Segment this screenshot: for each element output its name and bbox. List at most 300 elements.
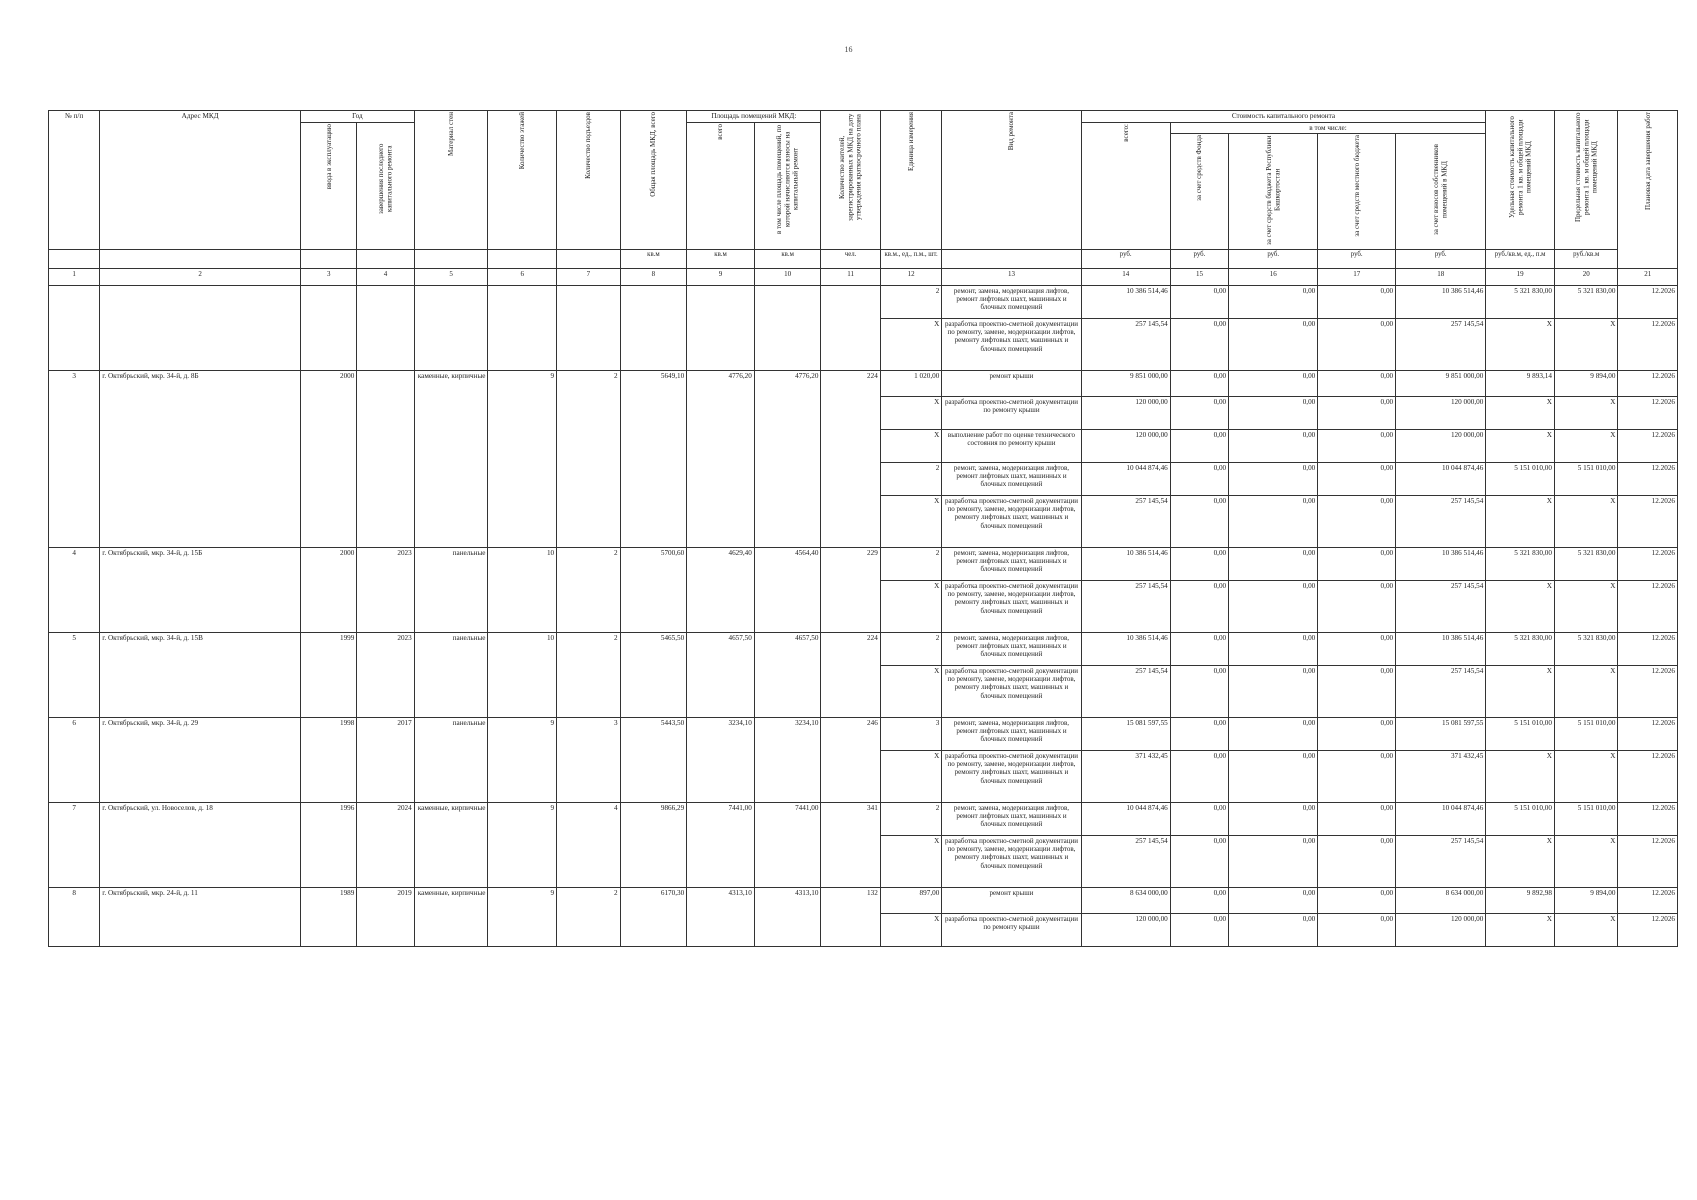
deadline: 12.2026 (1618, 429, 1678, 462)
unit-cost: X (1486, 580, 1555, 632)
work-type: разработка проектно-сметной документации по ремонту, замене, модернизации лифтов, ремонту лифтовых шахт, машинных и блочных помещений (942, 665, 1081, 717)
unit-cost: 9 893,14 (1486, 370, 1555, 396)
cost-total: 257 145,54 (1081, 318, 1170, 370)
header-local: за счет средств местного бюджета (1318, 134, 1396, 249)
cost-local: 0,00 (1318, 285, 1396, 318)
unit-cell (49, 249, 100, 268)
unit-qty: X (880, 580, 941, 632)
unit-qty: X (880, 318, 941, 370)
page-number: 16 (844, 45, 853, 54)
cost-local: 0,00 (1318, 580, 1396, 632)
unit-qty: X (880, 913, 941, 946)
header-cost-total: всего: (1081, 123, 1170, 250)
deadline: 12.2026 (1618, 580, 1678, 632)
cost-total: 9 851 000,00 (1081, 370, 1170, 396)
cost-republic: 0,00 (1229, 665, 1318, 717)
max-cost: X (1554, 318, 1618, 370)
building-no: 6 (49, 717, 100, 802)
header-year-commission: ввода в эксплуатацию (301, 123, 357, 250)
table-row (49, 717, 1678, 750)
unit-cost: X (1486, 429, 1555, 462)
cost-owners: 257 145,54 (1396, 318, 1486, 370)
column-number: 12 (880, 268, 941, 285)
cost-republic: 0,00 (1229, 835, 1318, 887)
cost-total: 371 432,45 (1081, 750, 1170, 802)
wall-material: каменные, кирпичные (414, 887, 488, 946)
unit-qty: 2 (880, 285, 941, 318)
cost-total: 120 000,00 (1081, 396, 1170, 429)
cost-total: 257 145,54 (1081, 495, 1170, 547)
unit-cell: кв.м., ед., п.м., шт. (880, 249, 941, 268)
cost-owners: 10 386 514,46 (1396, 632, 1486, 665)
table-row (49, 887, 1678, 913)
column-number: 13 (942, 268, 1081, 285)
cost-total: 120 000,00 (1081, 429, 1170, 462)
unit-cost: 5 321 830,00 (1486, 632, 1555, 665)
header-including: в том числе: (1170, 123, 1486, 134)
work-type: ремонт, замена, модернизация лифтов, ремонт лифтовых шахт, машинных и блочных помещений (942, 802, 1081, 835)
column-number: 2 (100, 268, 301, 285)
header-max-cost: Предельная стоимость капитального ремонта 1 кв. м общей площади помещений МКД (1554, 111, 1618, 250)
cost-republic: 0,00 (1229, 547, 1318, 580)
cost-total: 10 044 874,46 (1081, 462, 1170, 495)
cost-owners: 257 145,54 (1396, 835, 1486, 887)
max-cost: X (1554, 580, 1618, 632)
cost-total: 257 145,54 (1081, 580, 1170, 632)
unit-cell (942, 249, 1081, 268)
cost-owners: 9 851 000,00 (1396, 370, 1486, 396)
year-commission: 1998 (301, 717, 357, 802)
header-premises-total: всего (687, 123, 755, 250)
cost-fund: 0,00 (1170, 802, 1228, 835)
max-cost: 5 321 830,00 (1554, 547, 1618, 580)
residents (821, 285, 880, 370)
header-premises-group: Площадь помещений МКД: (687, 111, 821, 123)
cost-total: 257 145,54 (1081, 665, 1170, 717)
header-total-area: Общая площадь МКД, всего (620, 111, 687, 250)
cost-fund: 0,00 (1170, 396, 1228, 429)
year-last-repair (357, 285, 414, 370)
column-number: 3 (301, 268, 357, 285)
cost-republic: 0,00 (1229, 429, 1318, 462)
unit-cost: 9 892,98 (1486, 887, 1555, 913)
residents: 132 (821, 887, 880, 946)
residents: 229 (821, 547, 880, 632)
cost-total: 10 044 874,46 (1081, 802, 1170, 835)
max-cost: 5 151 010,00 (1554, 717, 1618, 750)
work-type: разработка проектно-сметной документации по ремонту, замене, модернизации лифтов, ремонту лифтовых шахт, машинных и блочных помещений (942, 318, 1081, 370)
cost-republic: 0,00 (1229, 285, 1318, 318)
work-type: разработка проектно-сметной документации по ремонту крыши (942, 396, 1081, 429)
unit-cost: 5 321 830,00 (1486, 285, 1555, 318)
unit-cost: 5 321 830,00 (1486, 547, 1555, 580)
unit-cost: X (1486, 318, 1555, 370)
header-premises-owned: в том числе площадь помещений, по которой начисляются взносы на капитальный ремонт (754, 123, 821, 250)
deadline: 12.2026 (1618, 495, 1678, 547)
cost-local: 0,00 (1318, 462, 1396, 495)
residents: 224 (821, 370, 880, 547)
cost-fund: 0,00 (1170, 632, 1228, 665)
header-floors: Количество этажей (488, 111, 557, 250)
deadline: 12.2026 (1618, 396, 1678, 429)
premises-owned (754, 285, 821, 370)
max-cost: 5 321 830,00 (1554, 632, 1618, 665)
wall-material (414, 285, 488, 370)
cost-total: 8 634 000,00 (1081, 887, 1170, 913)
cost-fund: 0,00 (1170, 835, 1228, 887)
header-fund: за счет средств Фонда (1170, 134, 1228, 249)
unit-qty: 2 (880, 632, 941, 665)
cost-fund: 0,00 (1170, 717, 1228, 750)
deadline: 12.2026 (1618, 318, 1678, 370)
header-republic: за счет средств бюджета Республики Башкортостан (1229, 134, 1318, 249)
unit-qty: 3 (880, 717, 941, 750)
cost-local: 0,00 (1318, 913, 1396, 946)
deadline: 12.2026 (1618, 913, 1678, 946)
cost-owners: 120 000,00 (1396, 396, 1486, 429)
floors: 10 (488, 632, 557, 717)
building-no: 8 (49, 887, 100, 946)
cost-total: 257 145,54 (1081, 835, 1170, 887)
unit-cell (488, 249, 557, 268)
unit-cost: X (1486, 495, 1555, 547)
cost-local: 0,00 (1318, 632, 1396, 665)
unit-cell (414, 249, 488, 268)
unit-cell (301, 249, 357, 268)
cost-fund: 0,00 (1170, 547, 1228, 580)
work-type: разработка проектно-сметной документации по ремонту крыши (942, 913, 1081, 946)
year-last-repair: 2017 (357, 717, 414, 802)
header-owners: за счет взносов собственников помещений в МКД (1396, 134, 1486, 249)
building-address: г. Октябрьский, мкр. 34-й, д. 15В (100, 632, 301, 717)
cost-republic: 0,00 (1229, 396, 1318, 429)
max-cost: 5 151 010,00 (1554, 802, 1618, 835)
cost-republic: 0,00 (1229, 318, 1318, 370)
unit-cost: 5 151 010,00 (1486, 802, 1555, 835)
cost-local: 0,00 (1318, 547, 1396, 580)
unit-cost: X (1486, 913, 1555, 946)
cost-fund: 0,00 (1170, 318, 1228, 370)
column-number: 16 (1229, 268, 1318, 285)
cost-local: 0,00 (1318, 835, 1396, 887)
deadline: 12.2026 (1618, 462, 1678, 495)
deadline: 12.2026 (1618, 802, 1678, 835)
header-unit: Единица измерения (880, 111, 941, 250)
unit-cell (100, 249, 301, 268)
cost-fund: 0,00 (1170, 285, 1228, 318)
entrances: 4 (557, 802, 621, 887)
work-type: ремонт, замена, модернизация лифтов, ремонт лифтовых шахт, машинных и блочных помещений (942, 285, 1081, 318)
work-type: ремонт крыши (942, 370, 1081, 396)
column-number: 15 (1170, 268, 1228, 285)
year-commission (301, 285, 357, 370)
deadline: 12.2026 (1618, 632, 1678, 665)
year-last-repair: 2023 (357, 547, 414, 632)
unit-cell: руб. (1170, 249, 1228, 268)
cost-owners: 257 145,54 (1396, 665, 1486, 717)
cost-owners: 10 386 514,46 (1396, 547, 1486, 580)
deadline: 12.2026 (1618, 887, 1678, 913)
deadline: 12.2026 (1618, 665, 1678, 717)
cost-owners: 120 000,00 (1396, 913, 1486, 946)
residents: 341 (821, 802, 880, 887)
cost-owners: 257 145,54 (1396, 495, 1486, 547)
work-type: разработка проектно-сметной документации по ремонту, замене, модернизации лифтов, ремонту лифтовых шахт, машинных и блочных помещений (942, 495, 1081, 547)
year-last-repair: 2024 (357, 802, 414, 887)
total-area: 6170,30 (620, 887, 687, 946)
cost-fund: 0,00 (1170, 370, 1228, 396)
max-cost: X (1554, 835, 1618, 887)
premises-owned: 4564,40 (754, 547, 821, 632)
cost-owners: 15 081 597,55 (1396, 717, 1486, 750)
premises-total (687, 285, 755, 370)
unit-qty: X (880, 835, 941, 887)
unit-cell: руб./кв.м (1554, 249, 1618, 268)
cost-republic: 0,00 (1229, 580, 1318, 632)
table-row (49, 547, 1678, 580)
building-no (49, 285, 100, 370)
unit-qty: 2 (880, 547, 941, 580)
work-type: ремонт, замена, модернизация лифтов, ремонт лифтовых шахт, машинных и блочных помещений (942, 547, 1081, 580)
unit-cell: кв.м (687, 249, 755, 268)
unit-cost: X (1486, 835, 1555, 887)
column-number: 5 (414, 268, 488, 285)
max-cost: 9 894,00 (1554, 887, 1618, 913)
building-address: г. Октябрьский, мкр. 34-й, д. 29 (100, 717, 301, 802)
year-last-repair (357, 370, 414, 547)
header-wall-material: Материал стен (414, 111, 488, 250)
max-cost: X (1554, 913, 1618, 946)
total-area: 5443,50 (620, 717, 687, 802)
table-row (49, 370, 1678, 396)
cost-republic: 0,00 (1229, 632, 1318, 665)
column-number: 8 (620, 268, 687, 285)
year-commission: 1989 (301, 887, 357, 946)
table-row (49, 285, 1678, 318)
total-area: 5465,50 (620, 632, 687, 717)
header-residents: Количество жителей, зарегистрированных в МКД на дату утверждения краткосрочного плана (821, 111, 880, 250)
work-type: разработка проектно-сметной документации по ремонту, замене, модернизации лифтов, ремонту лифтовых шахт, машинных и блочных помещений (942, 835, 1081, 887)
column-number: 6 (488, 268, 557, 285)
capital-repair-plan-table (48, 110, 1678, 947)
max-cost: 9 894,00 (1554, 370, 1618, 396)
cost-fund: 0,00 (1170, 665, 1228, 717)
work-type: ремонт крыши (942, 887, 1081, 913)
unit-qty: X (880, 750, 941, 802)
unit-qty: X (880, 665, 941, 717)
work-type: выполнение работ по оценке технического состояния по ремонту крыши (942, 429, 1081, 462)
cost-total: 10 386 514,46 (1081, 285, 1170, 318)
year-commission: 1999 (301, 632, 357, 717)
max-cost: 5 321 830,00 (1554, 285, 1618, 318)
total-area: 5649,10 (620, 370, 687, 547)
unit-cost: 5 151 010,00 (1486, 462, 1555, 495)
floors: 9 (488, 887, 557, 946)
cost-fund: 0,00 (1170, 887, 1228, 913)
unit-cell: чел. (821, 249, 880, 268)
building-address: г. Октябрьский, мкр. 34-й, д. 8Б (100, 370, 301, 547)
premises-total: 4313,10 (687, 887, 755, 946)
cost-owners: 10 386 514,46 (1396, 285, 1486, 318)
wall-material: панельные (414, 717, 488, 802)
total-area: 9866,29 (620, 802, 687, 887)
header-no: № п/п (49, 111, 100, 250)
cost-local: 0,00 (1318, 750, 1396, 802)
table-row (49, 802, 1678, 835)
cost-local: 0,00 (1318, 717, 1396, 750)
unit-cost: X (1486, 665, 1555, 717)
column-number: 7 (557, 268, 621, 285)
column-number: 1 (49, 268, 100, 285)
unit-qty: 897,00 (880, 887, 941, 913)
cost-republic: 0,00 (1229, 802, 1318, 835)
cost-republic: 0,00 (1229, 462, 1318, 495)
header-cost-group: Стоимость капитального ремонта (1081, 111, 1486, 123)
building-no: 5 (49, 632, 100, 717)
cost-fund: 0,00 (1170, 495, 1228, 547)
floors (488, 285, 557, 370)
work-type: разработка проектно-сметной документации по ремонту, замене, модернизации лифтов, ремонту лифтовых шахт, машинных и блочных помещений (942, 750, 1081, 802)
max-cost: X (1554, 429, 1618, 462)
cost-fund: 0,00 (1170, 462, 1228, 495)
column-number: 21 (1618, 268, 1678, 285)
cost-republic: 0,00 (1229, 750, 1318, 802)
cost-total: 15 081 597,55 (1081, 717, 1170, 750)
cost-local: 0,00 (1318, 887, 1396, 913)
deadline: 12.2026 (1618, 717, 1678, 750)
max-cost: 5 151 010,00 (1554, 462, 1618, 495)
deadline: 12.2026 (1618, 370, 1678, 396)
cost-local: 0,00 (1318, 429, 1396, 462)
deadline: 12.2026 (1618, 835, 1678, 887)
building-no: 4 (49, 547, 100, 632)
work-type: ремонт, замена, модернизация лифтов, ремонт лифтовых шахт, машинных и блочных помещений (942, 632, 1081, 665)
max-cost: X (1554, 665, 1618, 717)
cost-total: 120 000,00 (1081, 913, 1170, 946)
column-numbers-row (49, 268, 1678, 285)
cost-republic: 0,00 (1229, 370, 1318, 396)
column-number: 19 (1486, 268, 1555, 285)
column-number: 4 (357, 268, 414, 285)
unit-cost: 5 151 010,00 (1486, 717, 1555, 750)
column-number: 20 (1554, 268, 1618, 285)
work-type: ремонт, замена, модернизация лифтов, ремонт лифтовых шахт, машинных и блочных помещений (942, 717, 1081, 750)
header-year-last-repair: завершения последнего капитального ремонта (357, 123, 414, 250)
cost-owners: 8 634 000,00 (1396, 887, 1486, 913)
unit-qty: X (880, 429, 941, 462)
unit-qty: X (880, 396, 941, 429)
unit-cell: руб. (1396, 249, 1486, 268)
deadline: 12.2026 (1618, 750, 1678, 802)
unit-cell (557, 249, 621, 268)
unit-qty: 2 (880, 802, 941, 835)
header-deadline: Плановая дата завершения работ (1618, 111, 1678, 269)
cost-total: 10 386 514,46 (1081, 547, 1170, 580)
header-entrances: Количество подъездов (557, 111, 621, 250)
premises-total: 3234,10 (687, 717, 755, 802)
header-year-group: Год (301, 111, 415, 123)
cost-republic: 0,00 (1229, 887, 1318, 913)
building-no: 7 (49, 802, 100, 887)
cost-fund: 0,00 (1170, 913, 1228, 946)
column-number: 10 (754, 268, 821, 285)
building-address: г. Октябрьский, мкр. 24-й, д. 11 (100, 887, 301, 946)
header-address: Адрес МКД (100, 111, 301, 250)
unit-cell: кв.м (620, 249, 687, 268)
entrances: 3 (557, 717, 621, 802)
premises-owned: 3234,10 (754, 717, 821, 802)
column-number: 11 (821, 268, 880, 285)
floors: 9 (488, 802, 557, 887)
entrances: 2 (557, 632, 621, 717)
premises-owned: 7441,00 (754, 802, 821, 887)
wall-material: панельные (414, 547, 488, 632)
year-commission: 2000 (301, 547, 357, 632)
entrances: 2 (557, 887, 621, 946)
unit-cell: руб. (1229, 249, 1318, 268)
unit-cost: X (1486, 750, 1555, 802)
unit-cell: руб. (1081, 249, 1170, 268)
column-number: 9 (687, 268, 755, 285)
total-area: 5700,60 (620, 547, 687, 632)
premises-total: 4657,50 (687, 632, 755, 717)
entrances: 2 (557, 547, 621, 632)
unit-qty: 2 (880, 462, 941, 495)
cost-local: 0,00 (1318, 396, 1396, 429)
table-row (49, 632, 1678, 665)
unit-qty: 1 020,00 (880, 370, 941, 396)
unit-cell: кв.м (754, 249, 821, 268)
column-number: 14 (1081, 268, 1170, 285)
wall-material: панельные (414, 632, 488, 717)
cost-local: 0,00 (1318, 665, 1396, 717)
year-commission: 1996 (301, 802, 357, 887)
max-cost: X (1554, 396, 1618, 429)
unit-cell (357, 249, 414, 268)
deadline: 12.2026 (1618, 547, 1678, 580)
cost-republic: 0,00 (1229, 717, 1318, 750)
floors: 9 (488, 370, 557, 547)
unit-cell: руб./кв.м, ед., п.м (1486, 249, 1555, 268)
building-address: г. Октябрьский, мкр. 34-й, д. 15Б (100, 547, 301, 632)
cost-total: 10 386 514,46 (1081, 632, 1170, 665)
year-last-repair: 2023 (357, 632, 414, 717)
units-row (49, 249, 1678, 268)
year-commission: 2000 (301, 370, 357, 547)
max-cost: X (1554, 495, 1618, 547)
header-unit-cost: Удельная стоимость капитального ремонта 1 кв. м общей площади помещений МКД (1486, 111, 1555, 250)
premises-owned: 4657,50 (754, 632, 821, 717)
year-last-repair: 2019 (357, 887, 414, 946)
cost-fund: 0,00 (1170, 429, 1228, 462)
floors: 9 (488, 717, 557, 802)
unit-cell: руб. (1318, 249, 1396, 268)
floors: 10 (488, 547, 557, 632)
premises-owned: 4313,10 (754, 887, 821, 946)
wall-material: каменные, кирпичные (414, 802, 488, 887)
cost-fund: 0,00 (1170, 750, 1228, 802)
cost-local: 0,00 (1318, 802, 1396, 835)
cost-republic: 0,00 (1229, 913, 1318, 946)
residents: 224 (821, 632, 880, 717)
cost-local: 0,00 (1318, 370, 1396, 396)
residents: 246 (821, 717, 880, 802)
header-work-type: Вид ремонта (942, 111, 1081, 250)
column-number: 18 (1396, 268, 1486, 285)
building-no: 3 (49, 370, 100, 547)
building-address: г. Октябрьский, ул. Новоселов, д. 18 (100, 802, 301, 887)
cost-owners: 257 145,54 (1396, 580, 1486, 632)
